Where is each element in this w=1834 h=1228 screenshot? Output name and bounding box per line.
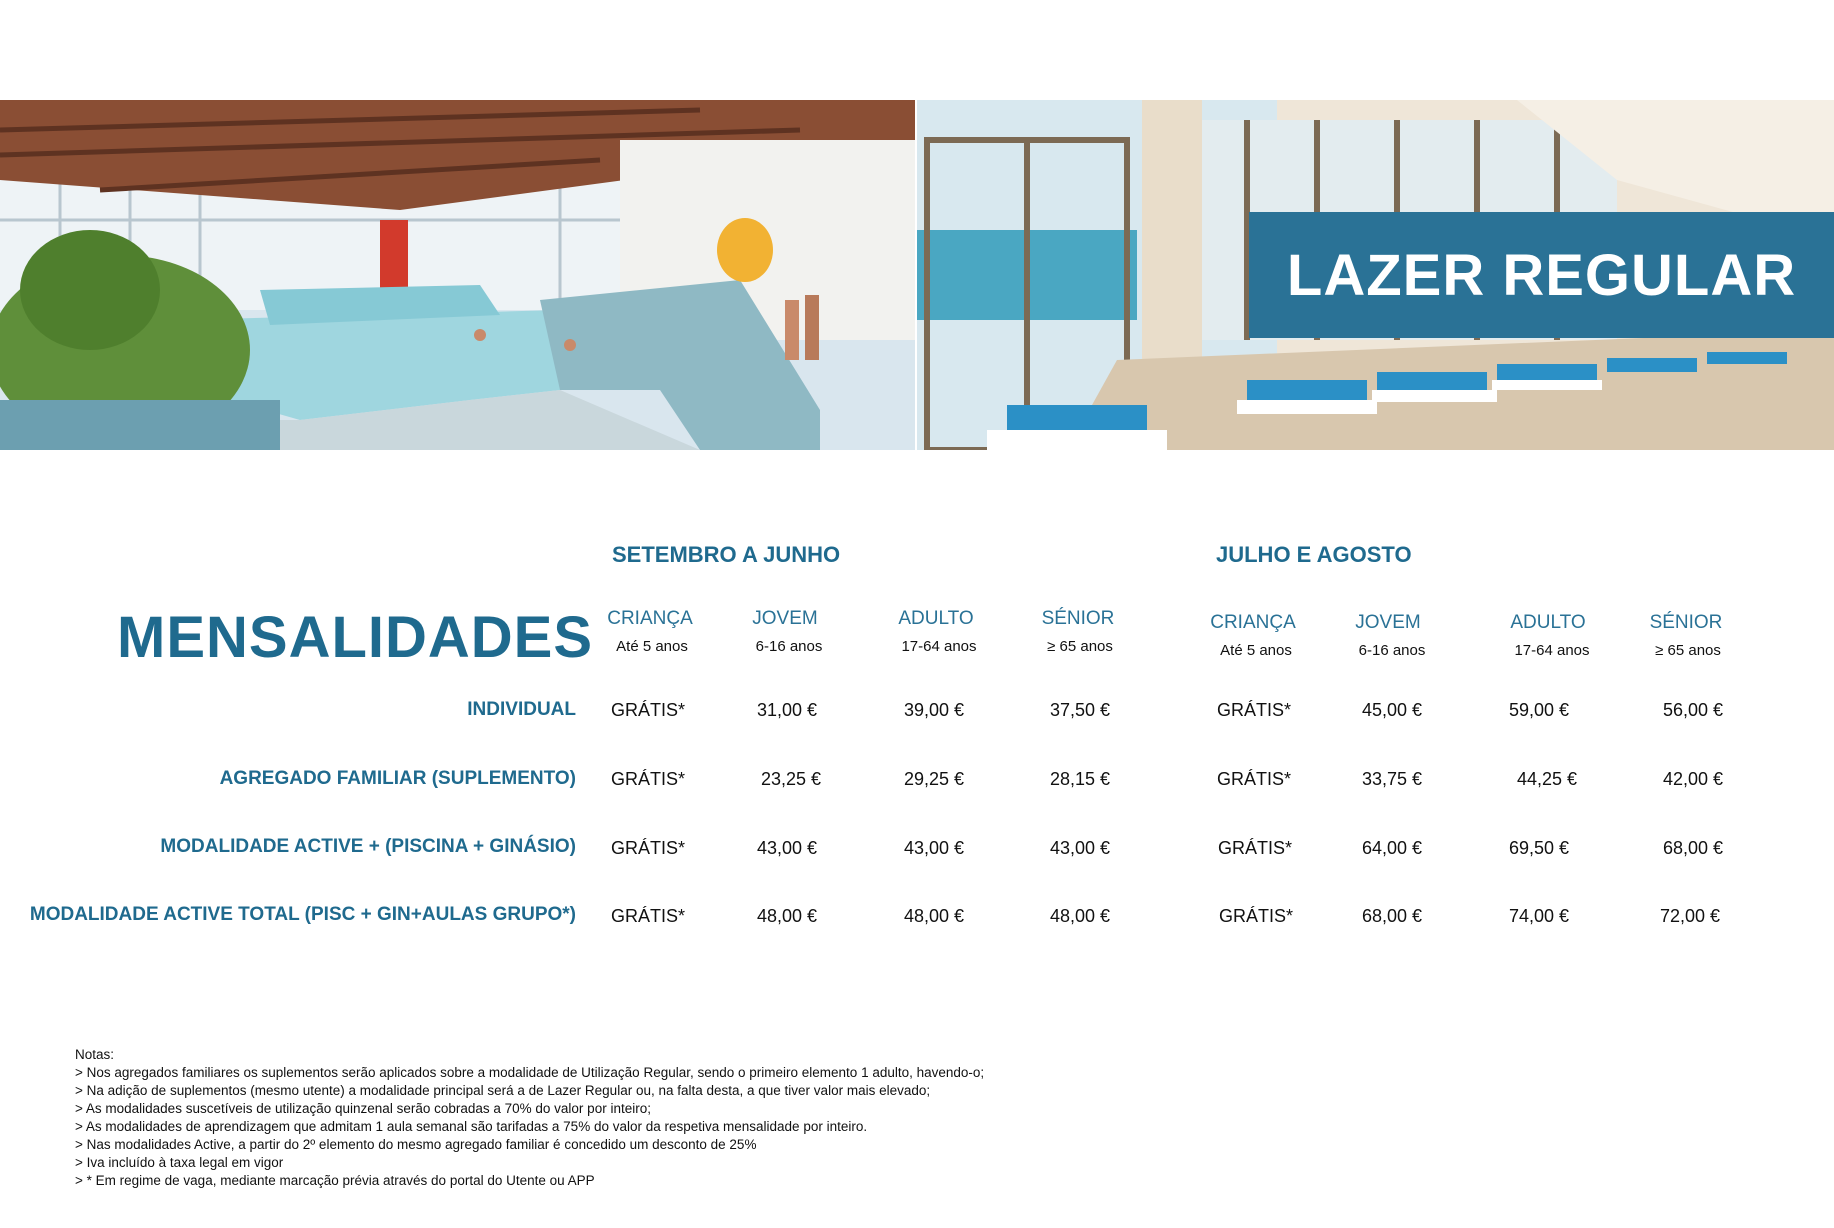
note-line: > Iva incluído à taxa legal em vigor	[75, 1155, 284, 1170]
row-label-active-plus: MODALIDADE ACTIVE + (PISCINA + GINÁSIO)	[160, 836, 576, 857]
price-cell: 48,00 €	[1049, 906, 1111, 926]
column-subheader: 6-16 anos	[1358, 642, 1426, 659]
price-cell: 23,25 €	[760, 769, 822, 789]
note-line: > * Em regime de vaga, mediante marcação prévia através do portal do Utente ou APP	[75, 1173, 595, 1188]
price-cell: 42,00 €	[1662, 769, 1724, 789]
note-line: > Nos agregados familiares os suplementos serão aplicados sobre a modalidade de Utilização Regular, sendo o primeiro elemento 1 adulto, havendo-o;	[75, 1065, 985, 1080]
column-header: ADULTO	[1510, 612, 1586, 633]
notes-heading: Notas:	[75, 1047, 115, 1062]
row-label-individual: INDIVIDUAL	[467, 699, 576, 720]
note-line: > Na adição de suplementos (mesmo utente) a modalidade principal será a de Lazer Regular ou, na falta desta, a que tiver valor mais elevado;	[75, 1083, 931, 1098]
column-subheader: ≥ 65 anos	[1655, 642, 1721, 659]
section-banner	[1249, 212, 1834, 338]
page-title: MENSALIDADES	[117, 605, 594, 670]
column-subheader: 17-64 anos	[1514, 642, 1590, 659]
price-cell: 74,00 €	[1508, 906, 1570, 926]
row-label-active-total: MODALIDADE ACTIVE TOTAL (PISC + GIN+AULAS GRUPO*)	[29, 904, 576, 925]
price-cell: 43,00 €	[1049, 838, 1111, 858]
price-cell: 68,00 €	[1662, 838, 1724, 858]
price-cell: 28,15 €	[1049, 769, 1111, 789]
column-subheader: Até 5 anos	[1220, 642, 1292, 659]
column-header: CRIANÇA	[607, 608, 693, 629]
price-cell: 33,75 €	[1361, 769, 1423, 789]
column-header: SÉNIOR	[1649, 612, 1723, 633]
column-subheader: 6-16 anos	[755, 638, 823, 655]
row-label-agregado-familiar: AGREGADO FAMILIAR (SUPLEMENTO)	[219, 768, 576, 789]
price-cell: 39,00 €	[903, 700, 965, 720]
price-cell: 31,00 €	[756, 700, 818, 720]
column-header: SÉNIOR	[1041, 608, 1115, 629]
indoor-pool-photo	[0, 100, 915, 450]
note-line: > As modalidades de aprendizagem que admitam 1 aula semanal são tarifadas a 75% do valor da respetiva mensalidade por inteiro.	[75, 1119, 868, 1134]
price-cell: GRÁTIS*	[1216, 769, 1291, 789]
column-subheader: ≥ 65 anos	[1047, 638, 1113, 655]
column-header: ADULTO	[898, 608, 974, 629]
column-subheader: 17-64 anos	[901, 638, 977, 655]
note-line: > As modalidades suscetíveis de utilização quinzenal serão cobradas a 70% do valor por inteiro;	[75, 1101, 651, 1116]
column-header: CRIANÇA	[1210, 612, 1296, 633]
price-cell: GRÁTIS*	[1216, 700, 1291, 720]
price-cell: 37,50 €	[1049, 700, 1111, 720]
price-cell: GRÁTIS*	[610, 906, 685, 926]
column-header: JOVEM	[1355, 612, 1421, 633]
banner-title: LAZER REGULAR	[1286, 242, 1797, 308]
price-cell: 48,00 €	[903, 906, 965, 926]
price-cell: GRÁTIS*	[610, 769, 685, 789]
price-cell: 72,00 €	[1659, 906, 1721, 926]
price-cell: 29,25 €	[903, 769, 965, 789]
price-cell: 45,00 €	[1361, 700, 1423, 720]
price-cell: 56,00 €	[1662, 700, 1724, 720]
period-title-setembro-junho: SETEMBRO A JUNHO	[612, 542, 841, 567]
price-cell: GRÁTIS*	[610, 700, 685, 720]
price-cell: GRÁTIS*	[610, 838, 685, 858]
price-cell: GRÁTIS*	[1217, 838, 1292, 858]
price-cell: 64,00 €	[1361, 838, 1423, 858]
price-cell: 48,00 €	[756, 906, 818, 926]
notes-section	[75, 1046, 984, 1190]
price-cell: GRÁTIS*	[1218, 906, 1293, 926]
note-line: > Nas modalidades Active, a partir do 2º elemento do mesmo agregado familiar é concedido um desconto de 25%	[75, 1137, 757, 1152]
column-subheader: Até 5 anos	[616, 638, 688, 655]
price-cell: 68,00 €	[1361, 906, 1423, 926]
price-cell: 43,00 €	[903, 838, 965, 858]
price-cell: 59,00 €	[1508, 700, 1570, 720]
price-cell: 44,25 €	[1516, 769, 1578, 789]
period-title-julho-agosto: JULHO E AGOSTO	[1216, 542, 1412, 567]
column-header: JOVEM	[752, 608, 818, 629]
price-cell: 43,00 €	[756, 838, 818, 858]
price-cell: 69,50 €	[1508, 838, 1570, 858]
